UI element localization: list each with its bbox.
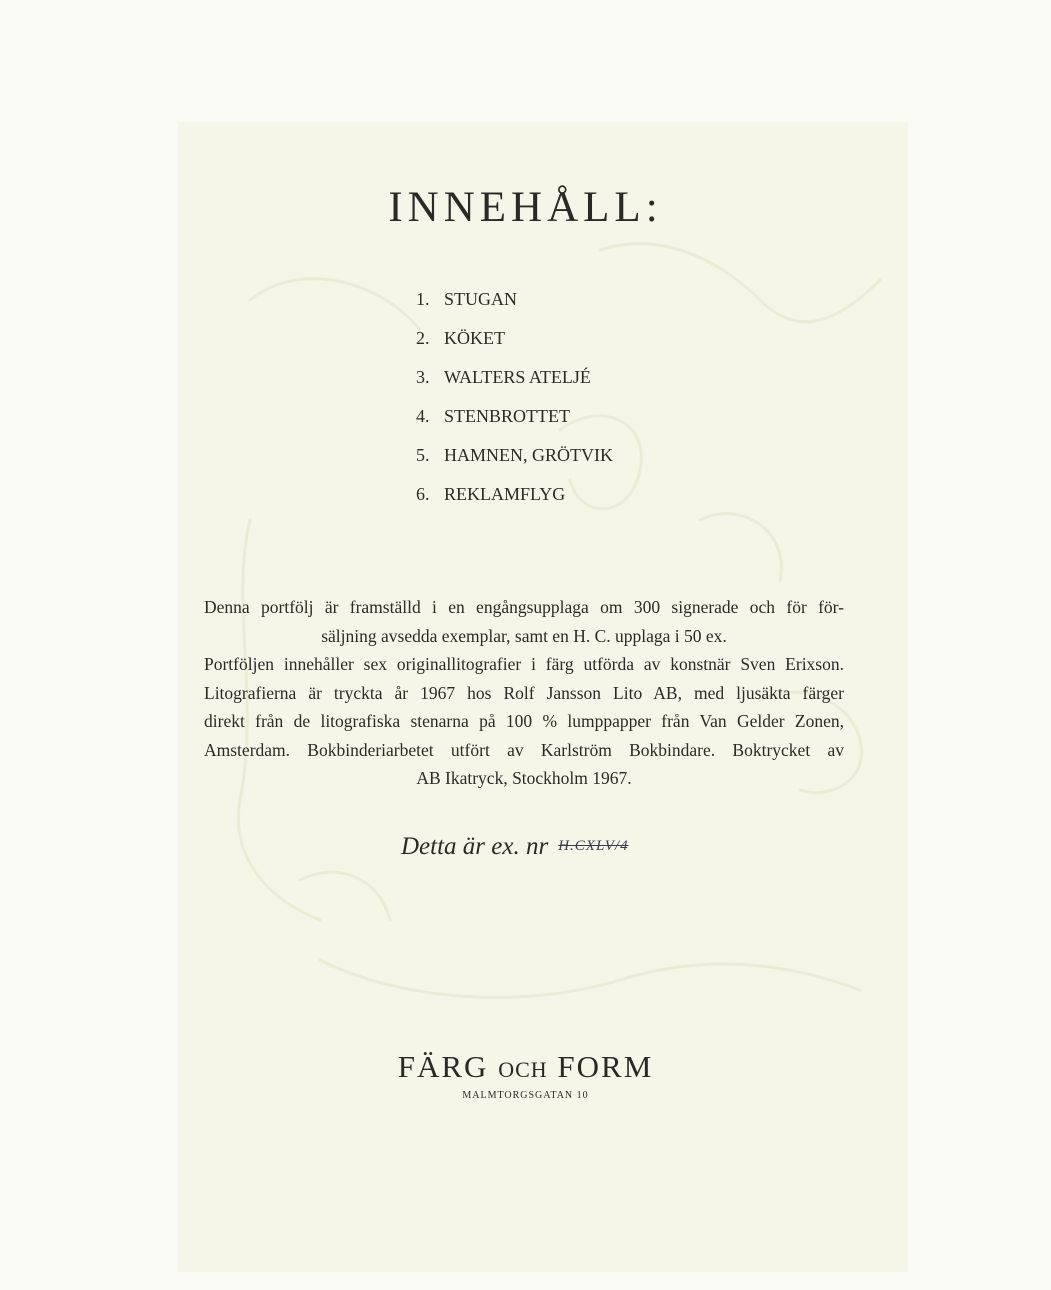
publisher-name [0, 1049, 1051, 1085]
colophon-line: Portföljen innehåller sex originallitografier i färg utförda av konstnär Sven Erixson. [204, 654, 844, 674]
contents-item-number: 1. [416, 289, 430, 309]
page-title: INNEHÅLL: [388, 184, 663, 231]
contents-item-number: 6. [416, 484, 430, 504]
contents-item [416, 285, 613, 324]
colophon-line: säljning avsedda exemplar, samt en H. C. upplaga i 50 ex. [321, 625, 727, 646]
contents-item-number: 2. [416, 328, 430, 348]
contents-item-title: KÖKET [444, 328, 505, 348]
contents-list [416, 285, 613, 519]
contents-item-title: REKLAMFLYG [444, 484, 566, 504]
contents-item [416, 441, 613, 480]
colophon-line: Denna portfölj är framställd i en engångsupplaga om 300 signerade och för för- [204, 597, 844, 617]
publisher-address: MALMTORGSGATAN 10 [462, 1090, 589, 1101]
copy-number-label: Detta är ex. nr [401, 833, 549, 860]
contents-item [416, 363, 613, 402]
contents-item-number: 3. [416, 367, 430, 387]
contents-item-title: STENBROTTET [444, 406, 570, 426]
publisher-name-part: FORM [557, 1049, 654, 1084]
contents-item-title: STUGAN [444, 289, 518, 309]
colophon-line: direkt från de litografiska stenarna på 100 % lumppapper från Van Gelder Zonen, [204, 711, 844, 731]
copy-number-line [401, 833, 629, 861]
contents-item-number: 5. [416, 445, 430, 465]
contents-item [416, 402, 613, 441]
publisher-name-part: FÄRG [397, 1049, 489, 1084]
contents-item [416, 480, 613, 519]
publisher-name-part: OCH [498, 1057, 548, 1082]
contents-item [416, 324, 613, 363]
contents-item-title: WALTERS ATELJÉ [444, 367, 591, 387]
contents-item-number: 4. [416, 406, 430, 426]
copy-number-value: H.CXLV/4 [558, 838, 629, 854]
contents-item-title: HAMNEN, GRÖTVIK [444, 445, 613, 465]
colophon-paragraph [204, 593, 844, 793]
colophon-line: Litografierna är tryckta år 1967 hos Rolf Jansson Lito AB, med ljusäkta färger [204, 682, 844, 703]
colophon-line: AB Ikatryck, Stockholm 1967. [416, 768, 632, 788]
colophon-line: Amsterdam. Bokbinderiarbetet utfört av Karlström Bokbindare. Boktrycket av [204, 739, 844, 760]
